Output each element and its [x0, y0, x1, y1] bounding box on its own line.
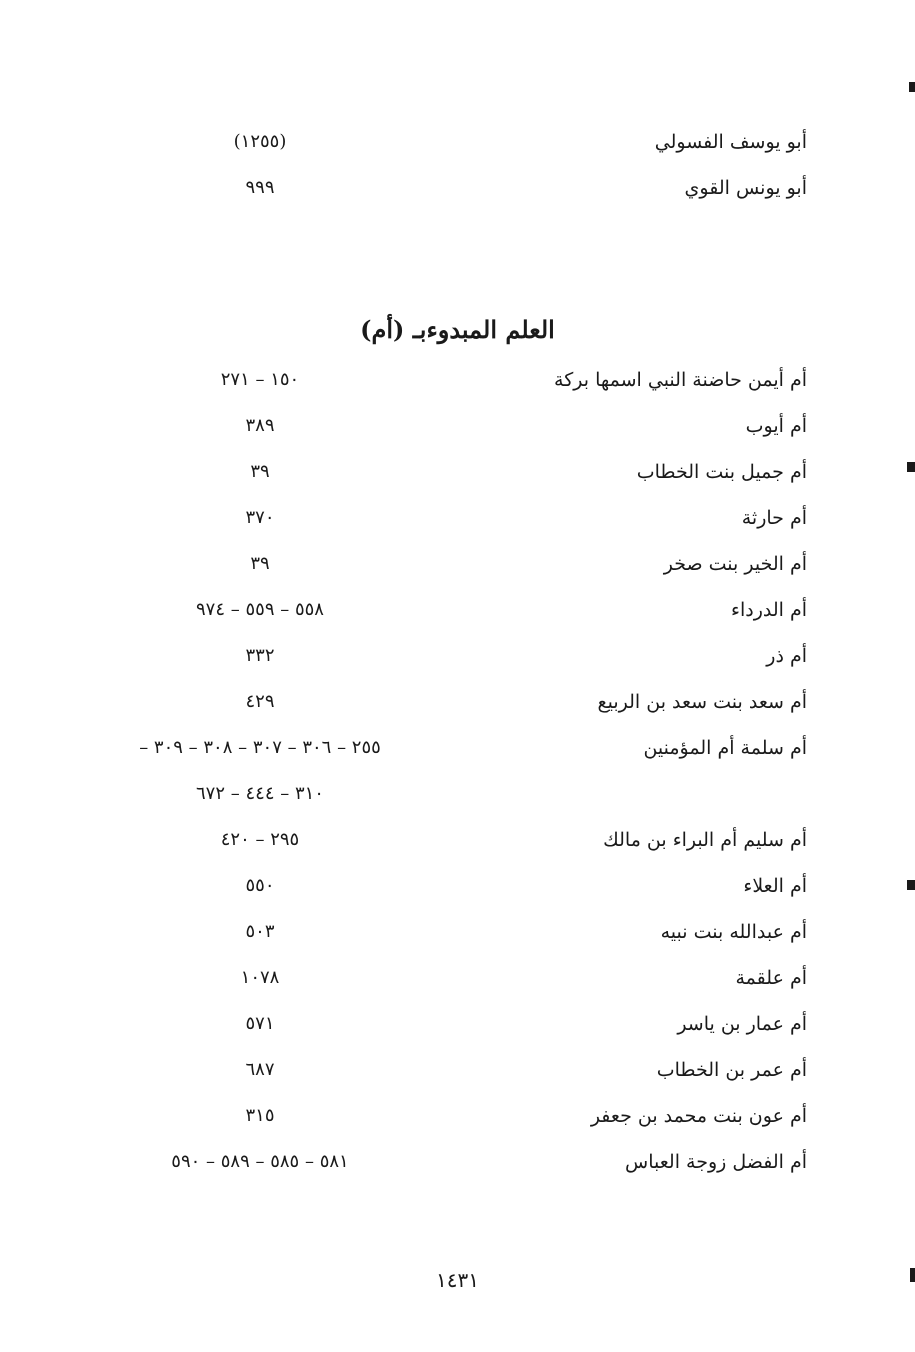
margin-mark [907, 462, 915, 472]
index-entry [0, 958, 915, 998]
entry-pages: ٥٧١ [245, 1013, 275, 1034]
index-entry [0, 406, 915, 446]
entry-name: أم حارثة [741, 507, 807, 529]
entry-pages: ٢٥٥ – ٣٠٦ – ٣٠٧ – ٣٠٨ – ٣٠٩ – [139, 737, 381, 758]
entry-pages: ٤٢٩ [245, 691, 275, 712]
entry-name: أبو يوسف الفسولي [654, 131, 807, 153]
entry-name: أم العلاء [743, 875, 807, 897]
page-number: ١٤٣١ [436, 1268, 479, 1292]
margin-mark [907, 880, 915, 890]
entry-pages: ١٠٧٨ [240, 967, 280, 988]
entry-name: أم سعد بنت سعد بن الربيع [597, 691, 807, 713]
entry-name: أم ذر [766, 645, 807, 667]
index-entry [0, 1050, 915, 1090]
index-entry [0, 1142, 915, 1182]
entry-name: أم الخير بنت صخر [663, 553, 807, 575]
entry-name: أم جميل بنت الخطاب [636, 461, 807, 483]
entry-pages: ١٥٠ – ٢٧١ [220, 369, 300, 390]
index-entry [0, 168, 915, 208]
entry-name: أم أيمن حاضنة النبي اسمها بركة [554, 369, 807, 391]
entry-pages: ٣١٠ – ٤٤٤ – ٦٧٢ [196, 783, 324, 804]
entry-pages: ٦٨٧ [245, 1059, 275, 1080]
index-entry [0, 682, 915, 722]
entry-pages: ٥٥٠ [245, 875, 275, 896]
index-entry [0, 452, 915, 492]
entry-pages: ٣٧٠ [245, 507, 275, 528]
entry-pages: ٣٣٢ [245, 645, 275, 666]
margin-mark [910, 1268, 915, 1282]
index-entry-continuation [0, 774, 915, 814]
entry-name: أم سليم أم البراء بن مالك [603, 829, 807, 851]
entry-name: أم أيوب [745, 415, 807, 437]
entry-name: أم عبدالله بنت نبيه [660, 921, 807, 943]
index-entry [0, 820, 915, 860]
entry-pages: ٥٥٨ – ٥٥٩ – ٩٧٤ [196, 599, 324, 620]
entry-pages: ٣٩ [250, 461, 270, 482]
index-entry [0, 360, 915, 400]
margin-mark [909, 82, 915, 92]
entry-pages: (١٢٥٥) [233, 131, 287, 152]
entry-name: أبو يونس القوي [684, 177, 807, 199]
entry-name: أم عون بنت محمد بن جعفر [590, 1105, 807, 1127]
entry-name: أم سلمة أم المؤمنين [643, 737, 807, 759]
index-entry [0, 544, 915, 584]
section-title: العلم المبدوءبـ (أم) [360, 315, 555, 344]
index-entry [0, 636, 915, 676]
index-entry [0, 122, 915, 162]
entry-name: أم علقمة [735, 967, 807, 989]
index-entry [0, 866, 915, 906]
entry-pages: ٥٨١ – ٥٨٥ – ٥٨٩ – ٥٩٠ [171, 1151, 349, 1172]
index-entry [0, 728, 915, 768]
index-entry [0, 1004, 915, 1044]
index-entry [0, 590, 915, 630]
entry-pages: ٥٠٣ [245, 921, 275, 942]
entry-pages: ٢٩٥ – ٤٢٠ [220, 829, 300, 850]
entry-pages: ٩٩٩ [245, 177, 275, 198]
entry-name: أم الفضل زوجة العباس [625, 1151, 807, 1173]
entry-pages: ٣٩ [250, 553, 270, 574]
index-entry [0, 912, 915, 952]
entry-name: أم عمر بن الخطاب [656, 1059, 807, 1081]
entry-name: أم الدرداء [731, 599, 807, 621]
index-entry [0, 1096, 915, 1136]
index-entry [0, 498, 915, 538]
entry-pages: ٣٨٩ [245, 415, 275, 436]
entry-name: أم عمار بن ياسر [677, 1013, 807, 1035]
entry-pages: ٣١٥ [245, 1105, 275, 1126]
